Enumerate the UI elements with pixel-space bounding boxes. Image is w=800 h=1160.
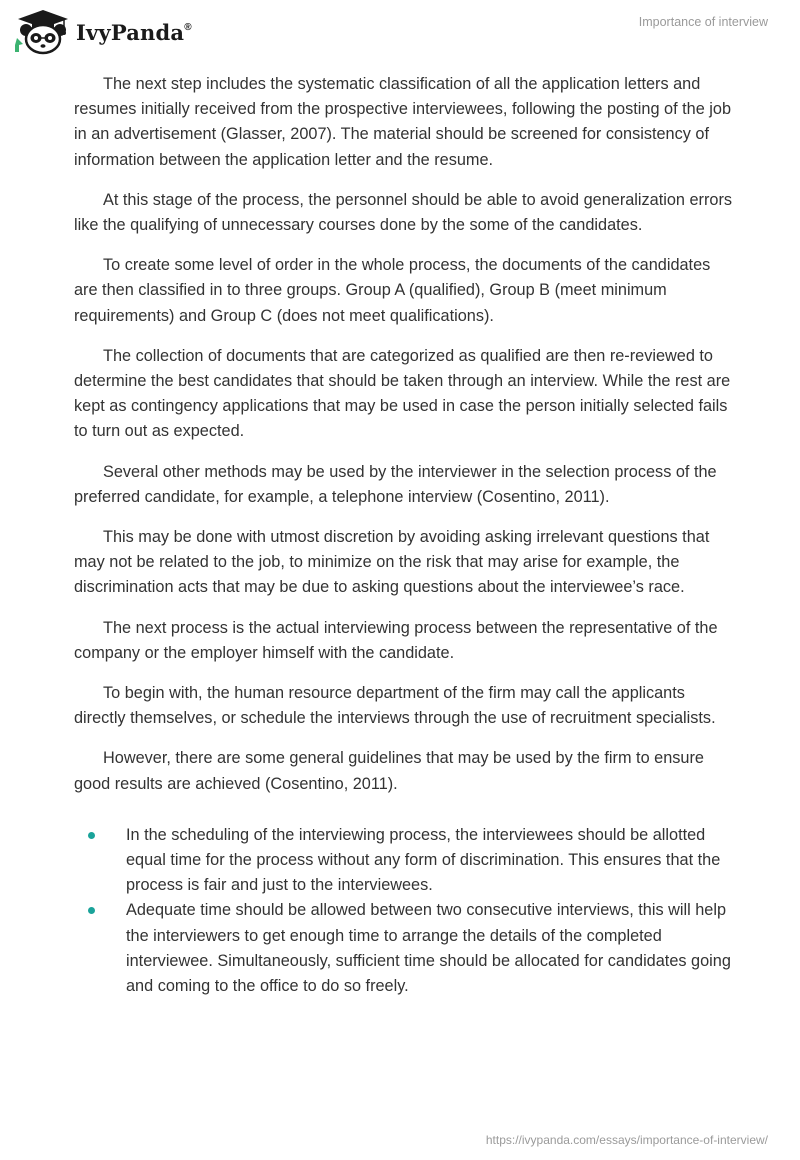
list-item-text: Adequate time should be allowed between two consecutive interviews, this will help the interviewers to get enough time to arrange the details of the completed interviewee. Simultaneously, sufficient time should be allocated for candidates going and coming to the office to do so freely. (126, 901, 731, 996)
paragraph: At this stage of the process, the personnel should be able to avoid generalization errors like the qualifying of unnecessary courses done by the some of the candidates. (74, 190, 733, 235)
brand-logo[interactable] (14, 8, 192, 56)
paragraph: Several other methods may be used by the interviewer in the selection process of the preferred candidate, for example, a telephone interview (Cosentino, 2011). (74, 462, 717, 506)
list-item-text: In the scheduling of the interviewing process, the interviewees should be allotted equal time for the process without any form of discrimination. This ensures that the process is fair and just to the interviewees. (126, 825, 721, 895)
page-header (0, 0, 800, 60)
bullet-icon (88, 907, 95, 914)
list-item (74, 898, 734, 999)
paragraph: However, there are some general guidelines that may be used by the firm to ensure good results are achieved (Cosentino, 2011). (74, 749, 704, 793)
paragraph: The next step includes the systematic classification of all the application letters and resumes initially received from the prospective interviewees, following the posting of the job in an advertisement (Glasser, 2007). The material should be screened for consistency of information between the application letter and the resume. (74, 75, 732, 169)
brand-name: IvyPanda® (76, 19, 192, 45)
paragraph: The collection of documents that are categorized as qualified are then re-reviewed to determine the best candidates that should be taken through an interview. While the rest are kept as contingency applications that may be used in case the person initially selected fails to turn out as expected. (74, 346, 731, 441)
paragraph: To create some level of order in the whole process, the documents of the candidates are then classified in to three groups. Group A (qualified), Group B (meet minimum requirements) and Group C (does not meet qualifications). (74, 256, 711, 325)
panda-graduate-icon (14, 8, 72, 56)
paragraph: The next process is the actual interviewing process between the representative of the company or the employer himself with the candidate. (74, 618, 718, 662)
guidelines-list (74, 823, 734, 999)
essay-body (74, 72, 734, 999)
source-url[interactable]: https://ivypanda.com/essays/importance-of-interview/ (485, 1133, 768, 1147)
paragraph: To begin with, the human resource department of the firm may call the applicants directly themselves, or schedule the interviews through the use of recruitment specialists. (74, 684, 716, 728)
document-title: Importance of interview (638, 15, 768, 29)
bullet-icon (88, 832, 95, 839)
list-item (74, 823, 734, 899)
paragraph: This may be done with utmost discretion by avoiding asking irrelevant questions that may not be related to the job, to minimize on the risk that may arise for example, the discrimination acts that may be due to asking questions about the interviewee’s race. (74, 528, 710, 597)
registered-mark: ® (184, 21, 192, 33)
